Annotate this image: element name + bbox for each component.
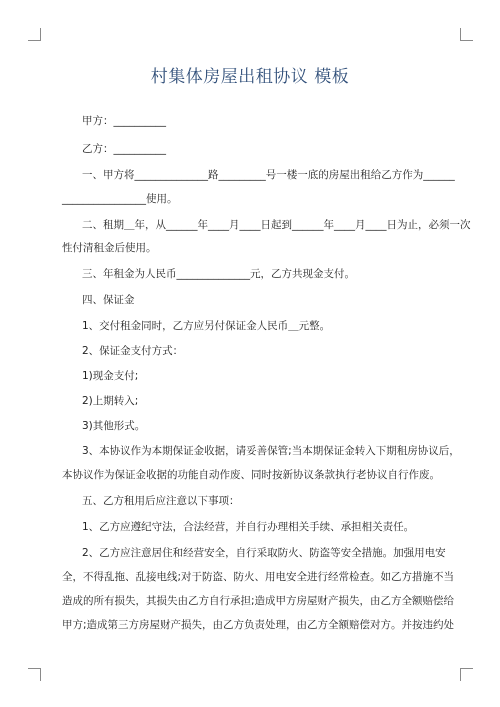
party-a-line: 甲方：__________ (82, 115, 166, 127)
section-4-heading: 四、保证金 (82, 294, 135, 306)
notice-item-2-line-4: 甲方;造成第三方房屋财产损失，由乙方负责处理，由乙方全额赔偿对方。并按违约处 (62, 619, 455, 631)
section-5-heading: 五、乙方租用后应注意以下事项： (82, 495, 240, 507)
crop-mark-top-left (28, 28, 41, 41)
notice-item-2-line-1: 2、乙方应注意居住和经营安全，自行采取防火、防盗等安全措施。加强用电安 (82, 547, 446, 559)
deposit-item-2: 2、保证金支付方式： (82, 345, 184, 357)
deposit-item-1: 1、交付租金同时，乙方应另付保证金人民币＿元整。 (82, 320, 331, 332)
crop-mark-top-right (460, 28, 473, 41)
deposit-item-3-line-1: 3、本协议作为本期保证金收据，请妥善保管;当本期保证金转入下期租房协议后， (82, 445, 460, 457)
clause-3-line: 三、年租金为人民币______________元，乙方共现金支付。 (82, 268, 355, 280)
payment-option-1: 1)现金支付; (82, 370, 139, 382)
party-b-line: 乙方：__________ (82, 143, 166, 155)
clause-1-line-2: ________________使用。 (62, 193, 178, 205)
notice-item-2-line-3: 造成的所有损失，其损失由乙方自行承担;造成甲方房屋财产损失，由乙方全额赔偿给 (62, 595, 455, 607)
payment-option-3: 3)其他形式。 (82, 420, 146, 432)
crop-mark-bottom-right (460, 668, 473, 681)
deposit-item-3-line-2: 本协议作为保证金收据的功能自动作废、同时按新协议条款执行老协议自行作废。 (62, 469, 440, 481)
clause-2-line-1: 二、租期＿年，从______年____月____日起到______年____月____日为止，必须一次 (82, 219, 471, 231)
document-title: 村集体房屋出租协议 模板 (150, 67, 350, 87)
notice-item-2-line-2: 全，不得乱拖、乱接电线;对于防盗、防火、用电安全进行经常检查。如乙方措施不当 (62, 571, 455, 583)
clause-1-line-1: 一、甲方将______________路_________号一楼一底的房屋出租给乙方作为______ (82, 169, 455, 181)
notice-item-1: 1、乙方应遵纪守法，合法经营，并自行办理相关手续、承担相关责任。 (82, 521, 415, 533)
payment-option-2: 2)上期转入; (82, 395, 139, 407)
clause-2-line-2: 性付清租金后使用。 (62, 242, 157, 254)
crop-mark-bottom-left (28, 668, 41, 681)
